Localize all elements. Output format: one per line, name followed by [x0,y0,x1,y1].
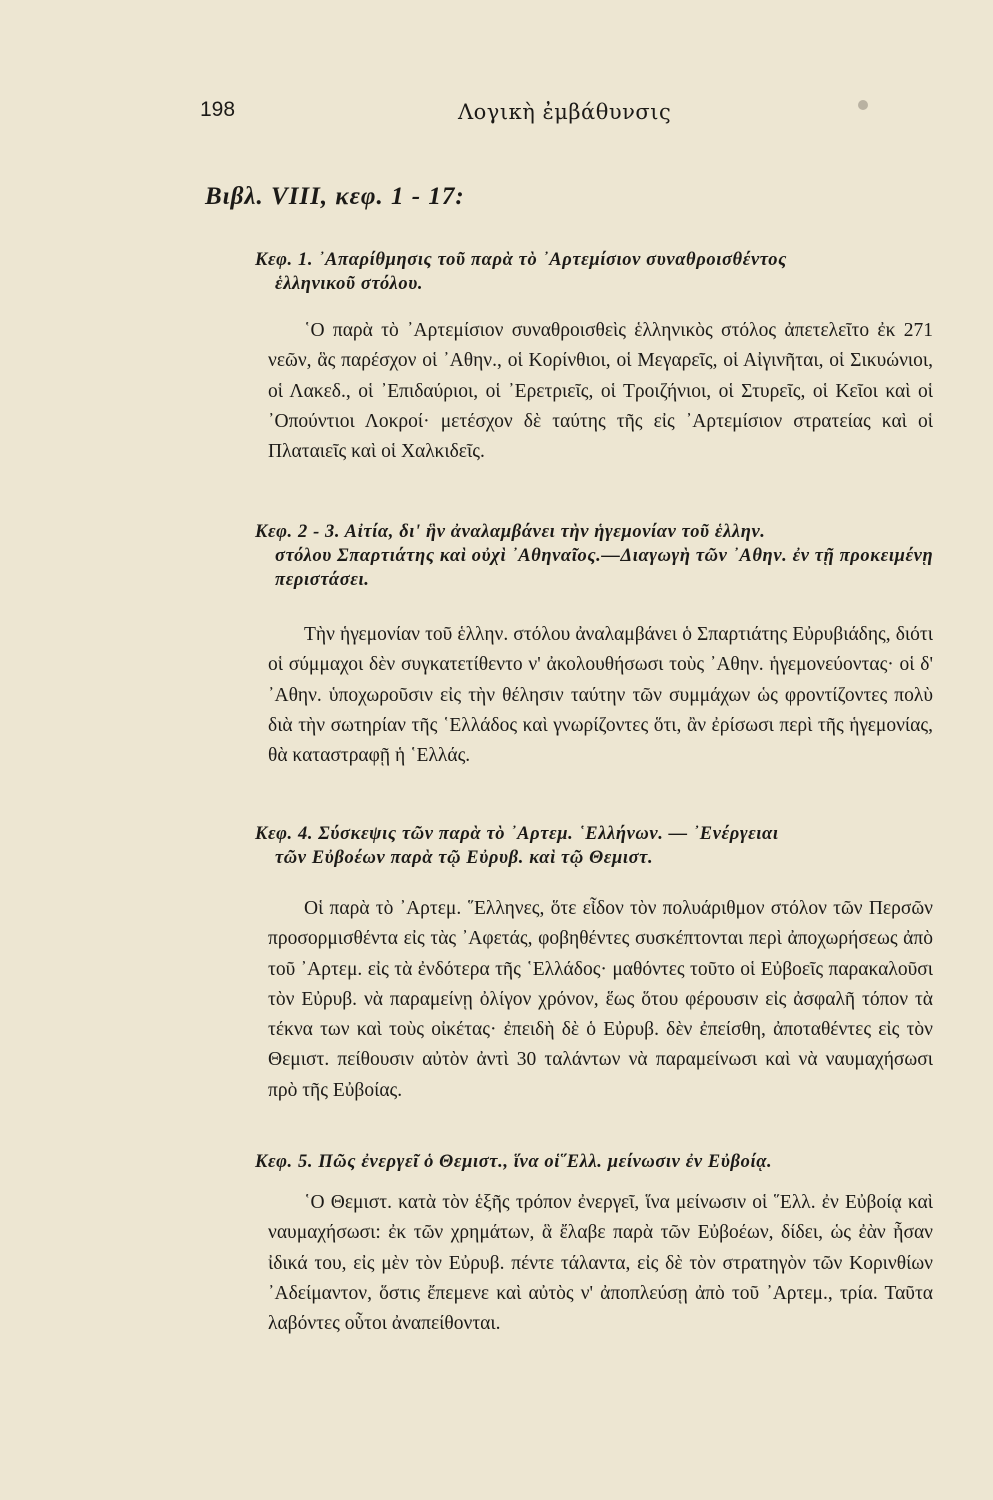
chapter-heading-line: Κεφ. 2 - 3. Αἰτία, δι' ἣν ἀναλαμβάνει τὴν ἡγεμονίαν τοῦ ἑλλην. [255,522,766,542]
chapter-heading [255,520,935,592]
chapter-heading [255,822,935,870]
running-title: Λογικὴ ἐμβάθυνσις [458,100,672,124]
page-number: 198 [200,98,236,121]
chapter-paragraph: Οἱ παρὰ τὸ ᾿Αρτεμ. ῞Ελληνες, ὅτε εἶδον τὸν πολυάριθμον στόλον τῶν Περσῶν προσορμισθέντα εἰς τὰς ᾿Αφετάς, φοβηθέντες συσκέπτονται περὶ ἀποχωρήσεως ἀπὸ τοῦ ᾿Αρτεμ. εἰς τὰ ἐνδότερα τῆς ῾Ελλάδος· μαθόντες τοῦτο οἱ Εὐβοεῖς παρακαλοῦσι τὸν Εὐρυβ. νὰ παραμείνῃ ὀλίγον χρόνον, ἕως ὅτου φέρουσιν εἰς ἀσφαλῆ τόπον τὰ τέκνα των καὶ τοὺς οἰκέτας· ἐπειδὴ δὲ ὁ Εὐρυβ. δὲν ἐπείσθη, ἀποταθέντες εἰς τὸν Θεμιστ. πείθουσιν αὐτὸν ἀντὶ 30 ταλάντων νὰ παραμείνωσι καὶ νὰ ναυμαχήσωσι πρὸ τῆς Εὐβοίας. [268,898,933,1101]
chapter-heading-continuation: ἑλληνικοῦ στόλου. [275,274,424,294]
chapter-paragraph: Τὴν ἡγεμονίαν τοῦ ἑλλην. στόλου ἀναλαμβάνει ὁ Σπαρτιάτης Εὐρυβιάδης, διότι οἱ σύμμαχοι δὲν συγκατετίθεντο ν' ἀκολουθήσωσι τοὺς ᾿Αθην. ἡγεμονεύοντας· οἱ δ' ᾿Αθην. ὑποχωροῦσιν εἰς τὴν θέλησιν ταύτην τῶν συμμάχων ὡς φροντίζοντες πολὺ διὰ τὴν σωτηρίαν τῆς ῾Ελλάδος καὶ γνωρίζοντες ὅτι, ἂν ἐρίσωσι περὶ τῆς ἡγεμονίας, θὰ καταστραφῇ ἡ ῾Ελλάς. [268,624,933,767]
ink-spot [858,100,868,110]
chapter-heading-continuation: τῶν Εὐβοέων παρὰ τῷ Εὐρυβ. καὶ τῷ Θεμιστ. [275,848,654,868]
chapter-paragraph: ῾Ο παρὰ τὸ ᾿Αρτεμίσιον συναθροισθεὶς ἑλληνικὸς στόλος ἀπετελεῖτο ἐκ 271 νεῶν, ἃς παρέσχον οἱ ᾿Αθην., οἱ Κορίνθιοι, οἱ Μεγαρεῖς, οἱ Αἰγινῆται, οἱ Σικυώνιοι, οἱ Λακεδ., οἱ ᾿Επιδαύριοι, οἱ ᾿Ερετριεῖς, οἱ Τροιζήνιοι, οἱ Στυρεῖς, οἱ Κεῖοι καὶ οἱ ᾿Οπούντιοι Λοκροί· μετέσχον δὲ ταύτης τῆς εἰς ᾿Αρτεμίσιον στρατείας καὶ οἱ Πλαταιεῖς καὶ οἱ Χαλκιδεῖς. [268,320,933,463]
chapter-heading [255,1150,935,1174]
chapter-heading-line: Κεφ. 1. ᾿Απαρίθμησις τοῦ παρὰ τὸ ᾿Αρτεμίσιον συναθροισθέντος [255,250,788,270]
chapter-heading-line: Κεφ. 4. Σύσκεψις τῶν παρὰ τὸ ᾿Αρτεμ. ῾Ελλήνων. — ᾿Ενέργειαι [255,824,779,844]
book-heading: Βιβλ. VIII, κεφ. 1 - 17: [205,183,465,210]
running-header [200,98,820,128]
chapter-heading [255,248,935,296]
chapter-paragraph: ῾Ο Θεμιστ. κατὰ τὸν ἑξῆς τρόπον ἐνεργεῖ, ἵνα μείνωσιν οἱ ῞Ελλ. ἐν Εὐβοίᾳ καὶ ναυμαχήσωσι: ἐκ τῶν χρημάτων, ἃ ἔλαβε παρὰ τῶν Εὐβοέων, δίδει, ὡς ἐὰν ἦσαν ἰδικά του, εἰς μὲν τὸν Εὐρυβ. πέντε τάλαντα, εἰς δὲ τὸν στρατηγὸν τῶν Κορινθίων ᾿Αδείμαντον, ὅστις ἔπεμενε καὶ αὐτὸς ν' ἀποπλεύσῃ ἀπὸ τοῦ ᾿Αρτεμ., τρία. Ταῦτα λαβόντες οὗτοι ἀναπείθονται. [268,1192,933,1335]
chapter-heading-line: Κεφ. 5. Πῶς ἐνεργεῖ ὁ Θεμιστ., ἵνα οἱ῞Ελλ. μείνωσιν ἐν Εὐβοίᾳ. [255,1152,773,1172]
chapter-heading-continuation: στόλου Σπαρτιάτης καὶ οὐχὶ ᾿Αθηναῖος.—Διαγωγὴ τῶν ᾿Αθην. ἐν τῇ προκειμένῃ περιστάσει. [275,546,934,590]
